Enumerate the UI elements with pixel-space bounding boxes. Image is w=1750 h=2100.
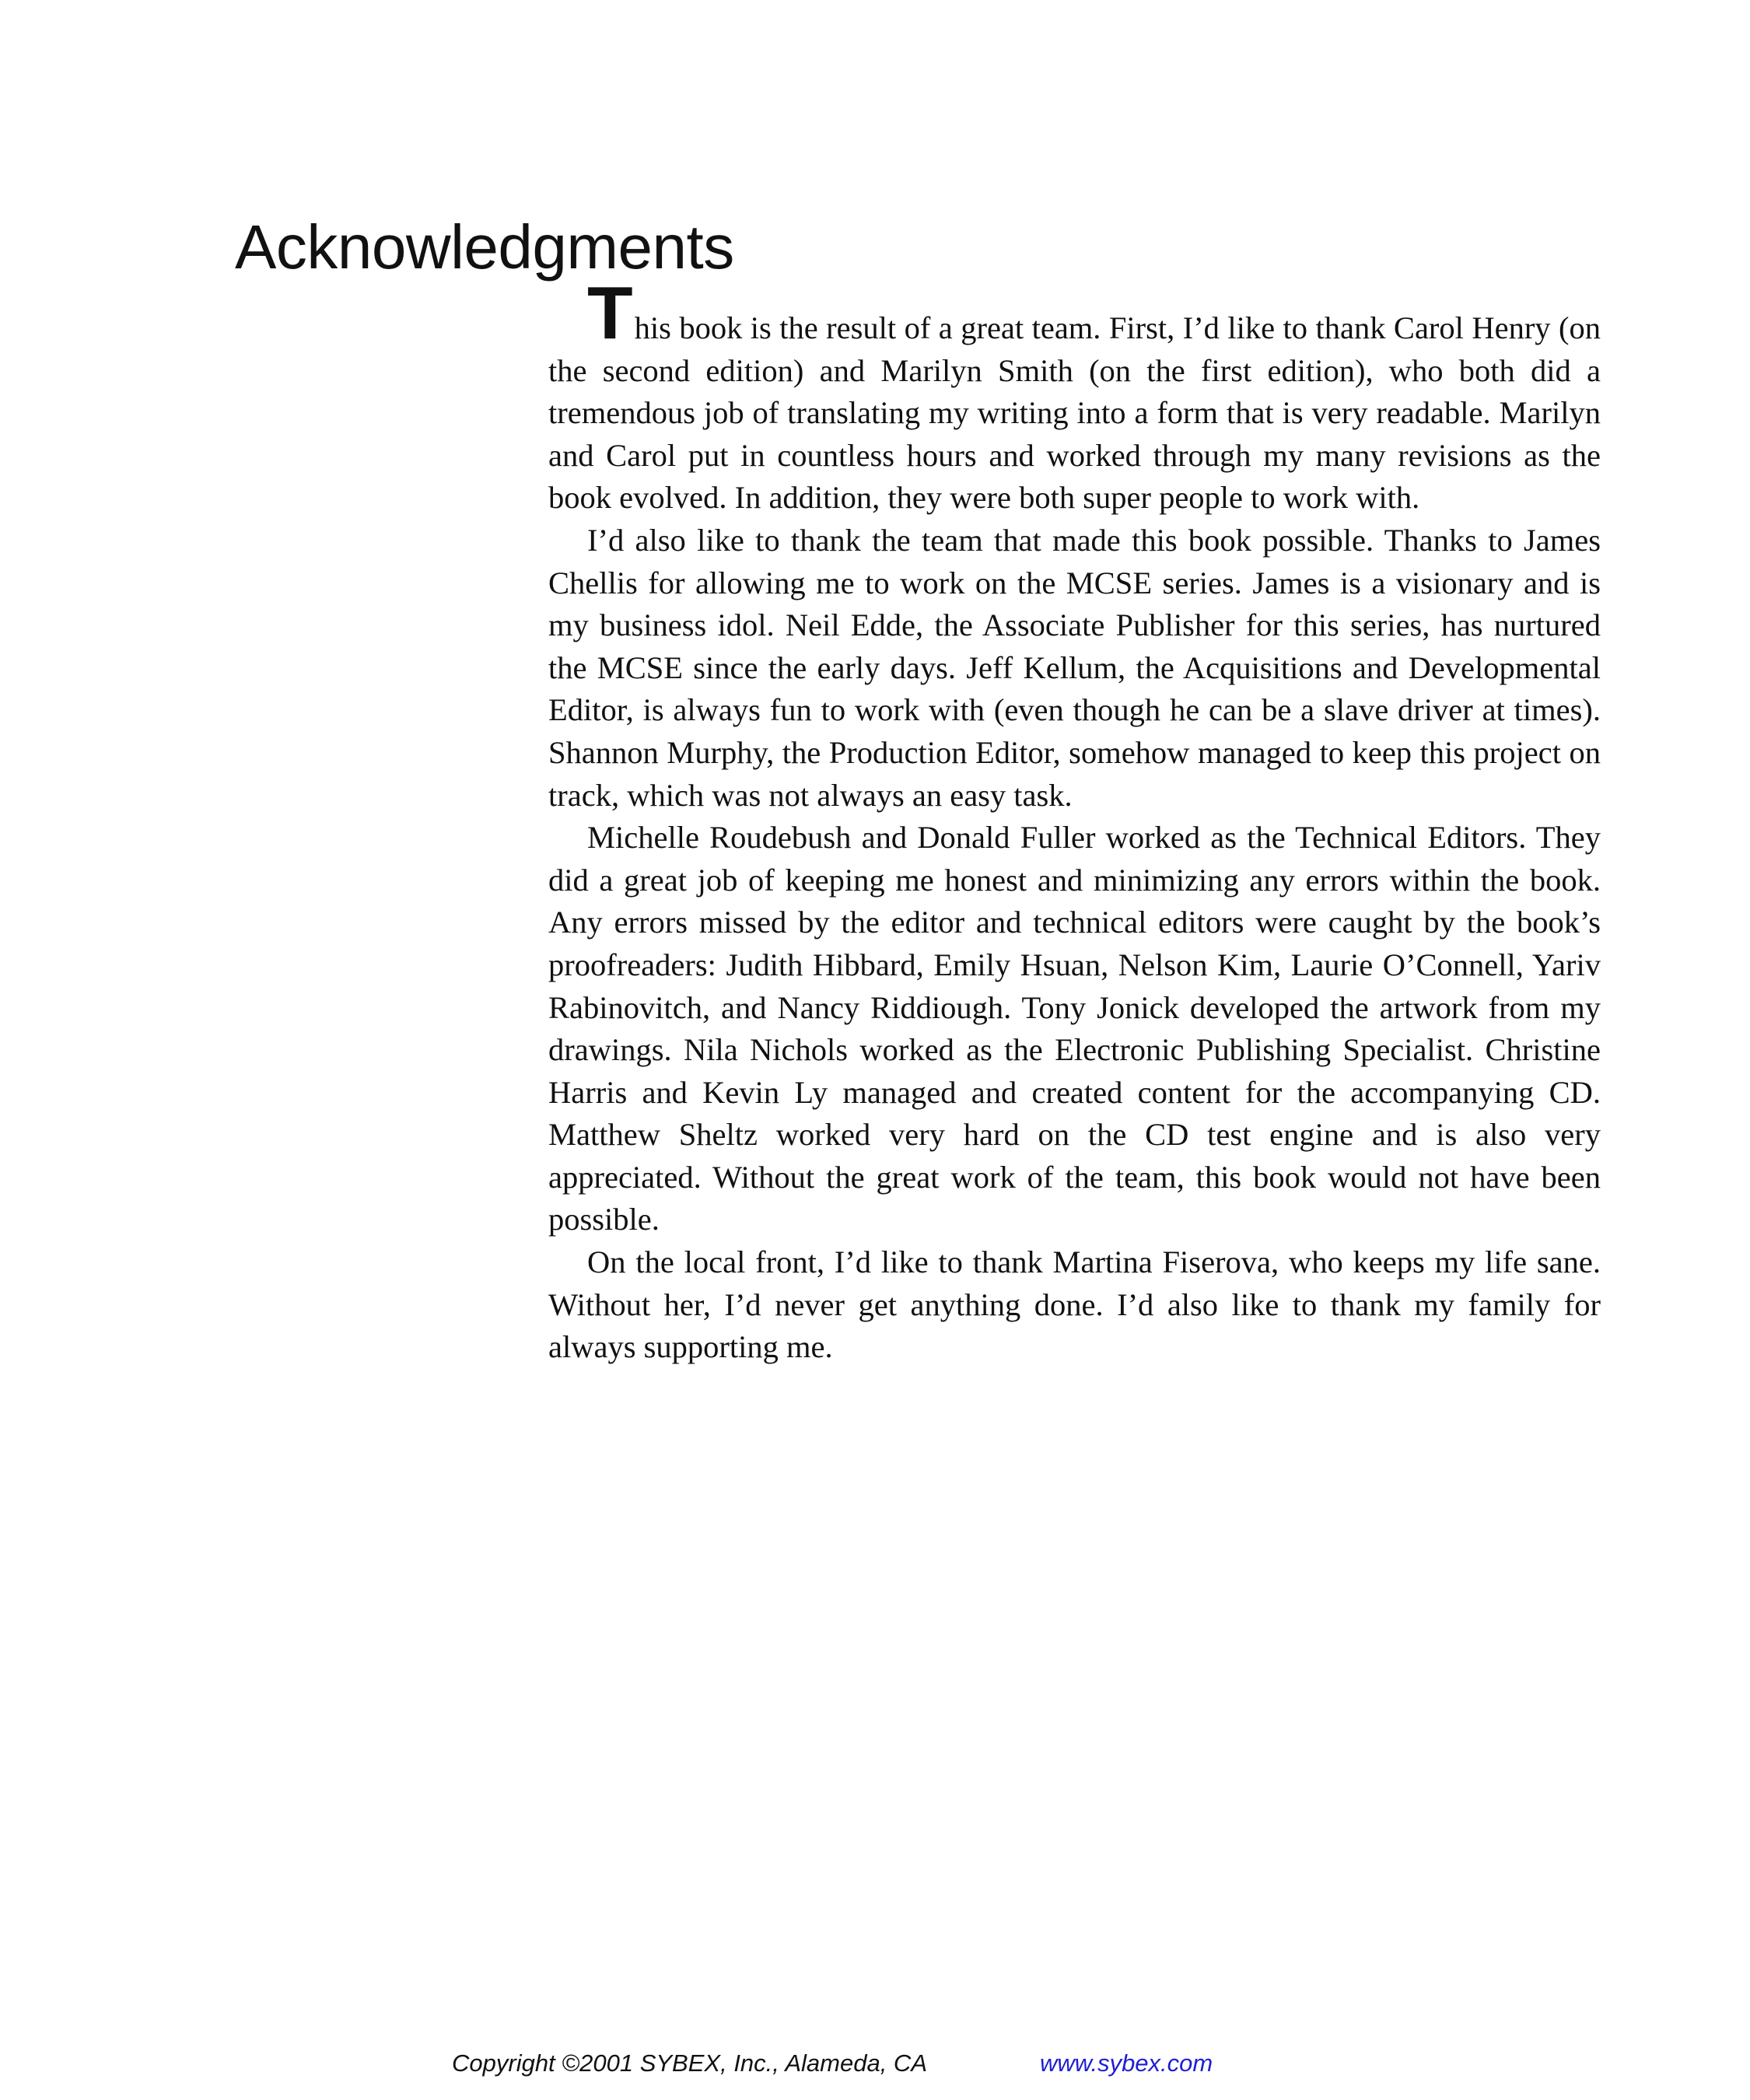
website-link[interactable]: www.sybex.com xyxy=(1040,2049,1213,2077)
page-footer xyxy=(0,2044,1750,2083)
drop-cap: T xyxy=(587,271,633,355)
paragraph-1-text: his book is the result of a great team. First, I’d like to thank Carol Henry (on the second edition) and Marilyn Smith (on the first edition), who both did a tremendous job of translating my writing into a form that is very readable. Marilyn and Carol put in countless hours and worked through my many revisions as the book evolved. In addition, they were both super people to work with. xyxy=(548,310,1601,516)
page-title: Acknowledgments xyxy=(235,212,734,282)
paragraph-3: Michelle Roudebush and Donald Fuller worked as the Technical Editors. They did a great job of keeping me honest and minimizing any errors within the book. Any errors missed by the editor and technical editors were caught by the book’s proofreaders: Judith Hibbard, Emily Hsuan, Nelson Kim, Laurie O’Connell, Yariv Rabinovitch, and Nancy Riddiough. Tony Jonick developed the artwork from my drawings. Nila Nichols worked as the Electronic Publishing Specialist. Christine Harris and Kevin Ly managed and created content for the accompanying CD. Matthew Sheltz worked very hard on the CD test engine and is also very appreciated. Without the great work of the team, this book would not have been possible. xyxy=(548,820,1601,1237)
copyright-notice: Copyright ©2001 SYBEX, Inc., Alameda, CA xyxy=(452,2049,927,2077)
paragraph-4: On the local front, I’d like to thank Martina Fiserova, who keeps my life sane. Without her, I’d never get anything done. I’d also like to thank my family for always supporting me. xyxy=(548,1244,1601,1365)
acknowledgments-body xyxy=(548,271,1601,1369)
paragraph-2: I’d also like to thank the team that made this book possible. Thanks to James Chellis for allowing me to work on the MCSE series. James is a visionary and is my business idol. Neil Edde, the Associate Publisher for this series, has nurtured the MCSE since the early days. Jeff Kellum, the Acquisitions and Developmental Editor, is always fun to work with (even though he can be a slave driver at times). Shannon Murphy, the Production Editor, somehow managed to keep this project on track, which was not always an easy task. xyxy=(548,522,1601,813)
paragraph-1 xyxy=(548,271,1601,520)
